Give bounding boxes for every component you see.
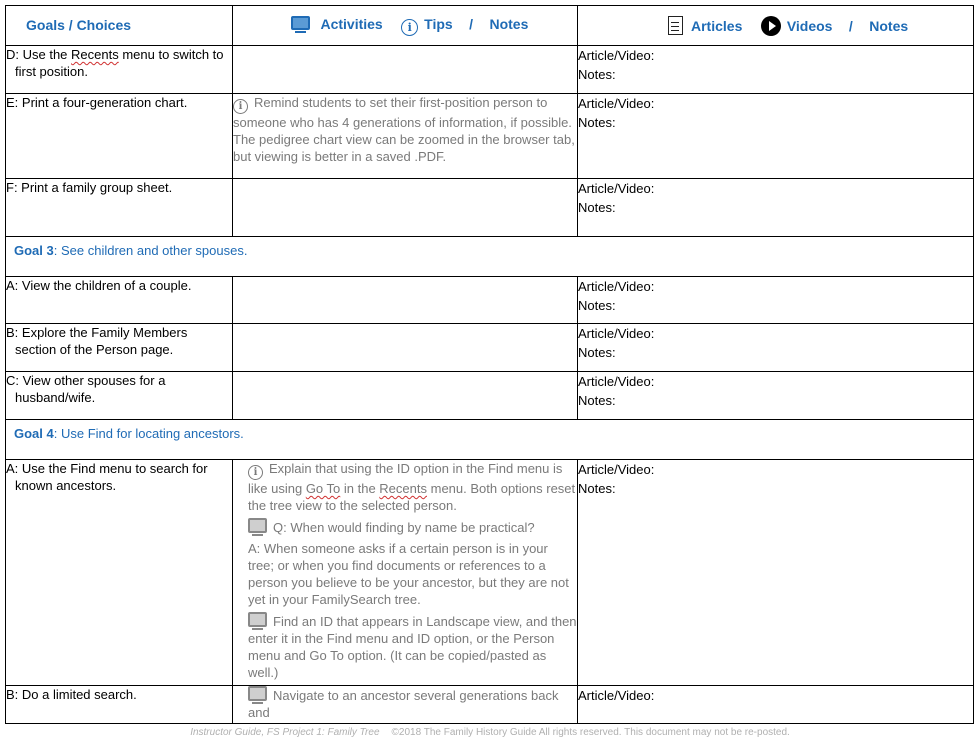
activity-cell: [233, 179, 578, 237]
tip-text: Remind students to set their first-position person to someone who has 4 generations of information, if possible. The pedigree chart view can be zoomed in the browser tab, but viewing is better in a saved .PDF.: [233, 95, 575, 164]
choice-text-line2: known ancestors.: [15, 478, 117, 493]
notes-label: Notes:: [578, 393, 616, 408]
choice-text: A: View the children of a couple.: [6, 278, 192, 293]
activity-cell: [233, 94, 578, 179]
choice-text: D: Use the: [6, 47, 72, 62]
tip-text: in the: [340, 481, 380, 496]
activity-cell: [233, 277, 578, 324]
choice-cell: [6, 94, 233, 179]
goal-text: : See children and other spouses.: [53, 243, 248, 258]
table-row: [6, 686, 974, 724]
page-footer: [0, 727, 980, 738]
choice-text: C: View other spouses for a: [6, 373, 166, 388]
article-video-label: Article/Video:: [578, 279, 655, 294]
choice-text-line2: section of the Person page.: [15, 342, 174, 357]
header-articles-cell: [578, 6, 974, 46]
article-video-label: Article/Video:: [578, 462, 655, 477]
videos-heading: Videos: [786, 17, 833, 34]
info-icon: i: [233, 99, 248, 114]
goal-label: Goal 3: [14, 243, 54, 258]
articles-heading: Articles: [691, 17, 743, 34]
header-activities-cell: [233, 6, 578, 46]
article-cell: [578, 94, 974, 179]
goal-3-cell: [6, 237, 974, 277]
header-row: [6, 6, 974, 46]
goal-4-cell: [6, 420, 974, 460]
tip-text-flagged: Recents: [379, 481, 427, 496]
tip-text: Explain that using the ID option in the Find menu is like using: [248, 461, 563, 496]
table-row: [6, 372, 974, 420]
notes-label: Notes:: [578, 67, 616, 82]
monitor-icon: [248, 612, 267, 627]
info-icon: i: [248, 465, 263, 480]
choice-text: menu to switch to: [118, 47, 224, 62]
play-icon: [761, 16, 781, 36]
article-video-label: Article/Video:: [578, 181, 655, 196]
activity-paragraph: [248, 612, 577, 681]
monitor-icon: [248, 518, 267, 533]
info-icon: i: [401, 19, 418, 36]
article-video-label: Article/Video:: [578, 326, 655, 341]
lesson-table: [5, 5, 974, 724]
question-paragraph: [248, 518, 577, 536]
choice-text-line2: first position.: [15, 64, 88, 79]
article-video-label: Article/Video:: [578, 688, 655, 703]
notes-label: Notes:: [578, 200, 616, 215]
table-row: [6, 460, 974, 686]
choice-text: B: Do a limited search.: [6, 687, 137, 702]
table-row: [6, 46, 974, 94]
choice-cell: [6, 179, 233, 237]
notes-heading-2: Notes: [869, 17, 909, 34]
choice-cell: [6, 324, 233, 372]
notes-label: Notes:: [578, 298, 616, 313]
monitor-icon: [248, 686, 267, 701]
table-row: [6, 324, 974, 372]
goal-text: : Use Find for locating ancestors.: [53, 426, 244, 441]
notes-label: Notes:: [578, 481, 616, 496]
question-text: Q: When would finding by name be practical?: [273, 520, 535, 535]
choice-text: B: Explore the Family Members: [6, 325, 188, 340]
document-icon: [668, 16, 683, 35]
activity-cell: [233, 460, 578, 686]
goals-choices-heading: Goals / Choices: [26, 16, 132, 33]
article-video-label: Article/Video:: [578, 48, 655, 63]
tip-text-flagged: Go To: [305, 481, 341, 496]
choice-cell: [6, 277, 233, 324]
activity-cell: [233, 324, 578, 372]
goal-row: [6, 420, 974, 460]
activity-cell: [233, 686, 578, 724]
article-cell: [578, 277, 974, 324]
header-separator-2: /: [848, 17, 853, 34]
header-goals-cell: [6, 6, 233, 46]
footer-guide-title: Instructor Guide, FS Project 1: Family Tree: [190, 727, 380, 738]
activity-cell: [233, 46, 578, 94]
choice-text-flagged: Recents: [71, 47, 119, 62]
article-cell: [578, 372, 974, 420]
choice-text: A: Use the Find menu to search for: [6, 461, 208, 476]
choice-cell: [6, 372, 233, 420]
article-cell: [578, 46, 974, 94]
choice-text: F: Print a family group sheet.: [6, 180, 173, 195]
activity-cell: [233, 372, 578, 420]
tip-text: menu. Both options reset the tree view to the selected person.: [248, 481, 576, 513]
choice-cell: [6, 460, 233, 686]
goal-row: [6, 237, 974, 277]
choice-cell: [6, 46, 233, 94]
notes-label: Notes:: [578, 345, 616, 360]
choice-text-line2: husband/wife.: [15, 390, 96, 405]
article-cell: [578, 686, 974, 724]
tips-heading: Tips: [424, 15, 453, 32]
monitor-icon: [291, 16, 310, 30]
notes-heading: Notes: [489, 15, 529, 32]
article-cell: [578, 460, 974, 686]
article-cell: [578, 324, 974, 372]
notes-label: Notes:: [578, 115, 616, 130]
activities-heading: Activities: [320, 15, 383, 32]
article-cell: [578, 179, 974, 237]
answer-text: A: When someone asks if a certain person is in your tree; or when you find documents or references to a person you believe to be your ancestor, but they are not yet in your FamilySearch tree.: [248, 541, 569, 607]
choice-text: E: Print a four-generation chart.: [6, 95, 188, 110]
article-video-label: Article/Video:: [578, 374, 655, 389]
activity-text: Navigate to an ancestor several generations back and: [248, 688, 559, 720]
tip-paragraph: [248, 460, 577, 514]
footer-copyright: ©2018 The Family History Guide All rights reserved. This document may not be re-posted.: [391, 727, 790, 738]
header-separator: /: [469, 15, 474, 32]
choice-cell: [6, 686, 233, 724]
table-row: [6, 277, 974, 324]
article-video-label: Article/Video:: [578, 96, 655, 111]
table-row: [6, 94, 974, 179]
activity-text: Find an ID that appears in Landscape view, and then enter it in the Find menu and ID option, or the Person menu and Go To option. (It can be copied/pasted as well.): [248, 614, 577, 680]
goal-label: Goal 4: [14, 426, 54, 441]
table-row: [6, 179, 974, 237]
